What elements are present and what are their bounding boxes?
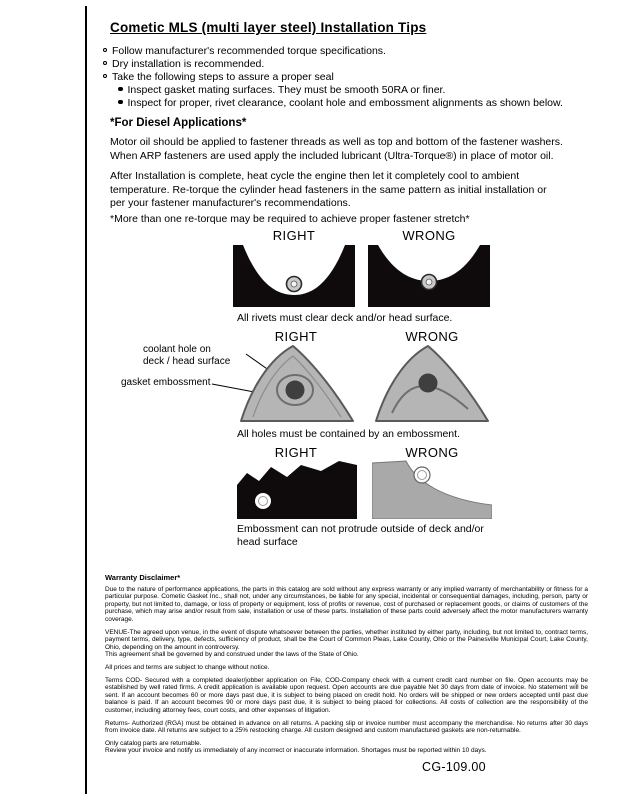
fig1-wrong-label: WRONG	[402, 228, 456, 243]
tip-item	[103, 58, 585, 71]
tip-text: Dry installation is recommended.	[112, 58, 265, 70]
fig3-wrong-diagram	[372, 459, 492, 519]
circle-bullet-icon	[103, 74, 107, 78]
page-code: CG-109.00	[422, 760, 486, 774]
disclaimer-venue: VENUE-The agreed upon venue, in the event of dispute whatsoever between the parties, whether instituted by either party, including, but not limited to, contract terms, payment terms, delivery, type, defects, sufficiency of product, shall be the Court of Common Pleas, Lake County, Ohio or the Painesville Municipal Court, Lake County, Ohio, depending on the amount in controversy.	[105, 628, 588, 651]
disclaimer-liability: Due to the nature of performance applications, the parts in this catalog are sold without any express warranty or any implied warranty of merchantability or fitness for a particular purpose. Cometic Gasket Inc., shall not, under any circumstances, be liable for any special, incidental or consequential damages, including, person, party or property, but not limited to, damage, or loss of property or equipment, loss of profits or revenue, cost of purchased or replacement goods, or claims of customers of the purchase, which may arise and/or result from sale, installation or use of these parts. Installation of these parts could adversely affect the motor manufacturers warranty coverage.	[105, 585, 588, 623]
fig2-wrong-label: WRONG	[405, 329, 459, 344]
tip-item	[103, 71, 585, 84]
dot-bullet-icon	[118, 87, 123, 92]
fig2-right-label: RIGHT	[274, 329, 318, 344]
coolant-hole-callout: coolant hole on deck / head surface	[143, 344, 231, 367]
embossment-protruding-icon	[372, 459, 492, 519]
diesel-paragraph-2: After Installation is complete, heat cycle the engine then let it completely cool to ambient temperature. Re-torque the cylinder head fasteners in the same pattern as initial installation or per your fastener manufacturer's recommendations.	[110, 170, 547, 209]
tip-item	[103, 45, 585, 58]
sub-tip-item	[118, 97, 585, 110]
hole-not-contained-icon	[372, 343, 492, 423]
warranty-disclaimer-section	[105, 574, 588, 760]
rivet-overlaps-deck-icon	[368, 245, 490, 307]
installation-tips-list	[103, 45, 585, 110]
page-title: Cometic MLS (multi layer steel) Installation Tips	[110, 20, 427, 35]
tip-text: Take the following steps to assure a proper seal	[112, 71, 334, 83]
fig1-wrong-diagram	[368, 245, 490, 307]
fig3-right-diagram	[237, 459, 357, 519]
fig3-right-label: RIGHT	[274, 445, 318, 460]
hole-contained-by-embossment-icon	[237, 343, 357, 423]
disclaimer-returns: Returns- Authorized (RGA) must be obtained in advance on all returns. A packing slip or invoice number must accompany the merchandise. No returns after 30 days from invoice date. All returns are subject to a 25% restocking charge. All custom designed and custom manufactured gaskets are non-returnable.	[105, 719, 588, 735]
fig2-wrong-diagram	[372, 343, 492, 423]
disclaimer-governing-law: This agreement shall be governed by and construed under the laws of the State of Ohio.	[105, 651, 359, 659]
disclaimer-prices: All prices and terms are subject to change without notice.	[105, 663, 270, 671]
gasket-embossment-callout: gasket embossment	[121, 377, 211, 388]
fig2-right-diagram	[237, 343, 357, 423]
diesel-applications-heading: *For Diesel Applications*	[110, 117, 247, 129]
sub-tip-text: Inspect gasket mating surfaces. They must be smooth 50RA or finer.	[127, 84, 446, 96]
disclaimer-terms: Terms COD- Secured with a completed dealer/jobber application on File, COD-Company check with a current credit card number on file. Open accounts may be established by well rated firms. A credit application is available upon request. Open accounts are due payable Net 30 days from date of invoice. No statement will be sent. If an account becomes 60 or more days past due, it is subject to being placed on credit hold. No orders will be shipped or new orders accepted until past due balance is paid. If an account becomes 90 or more days past due, it is subject to being placed for collections. All costs of collection are the responsibility of the customer, including attorney fees, court costs, and other expenses of litigation.	[105, 676, 588, 714]
fig1-right-diagram	[233, 245, 355, 307]
sub-tip-text: Inspect for proper, rivet clearance, coolant hole and embossment alignments as shown below.	[127, 97, 563, 109]
retorque-note: *More than one re-torque may be required to achieve proper fastener stretch*	[110, 213, 470, 225]
disclaimer-returnable: Only catalog parts are returnable.	[105, 739, 202, 747]
rivet-clears-deck-icon	[233, 245, 355, 307]
disclaimer-review: Review your invoice and notify us immediately of any incorrect or inaccurate information. Shortages must be reported within 10 days.	[105, 747, 487, 755]
fig1-caption: All rivets must clear deck and/or head surface.	[237, 312, 453, 324]
circle-bullet-icon	[103, 48, 107, 52]
tip-text: Follow manufacturer's recommended torque specifications.	[112, 45, 386, 57]
left-margin-rule	[85, 6, 87, 794]
embossment-inside-deck-icon	[237, 459, 357, 519]
sub-tip-item	[118, 84, 585, 97]
fig3-wrong-label: WRONG	[405, 445, 459, 460]
circle-bullet-icon	[103, 61, 107, 65]
fig2-caption: All holes must be contained by an embossment.	[237, 428, 460, 440]
fig3-caption: Embossment can not protrude outside of deck and/or head surface	[237, 523, 484, 548]
fig1-right-label: RIGHT	[272, 228, 316, 243]
diesel-paragraph-1: Motor oil should be applied to fastener threads as well as top and bottom of the fastener washers. When ARP fasteners are used apply the included lubricant (Ultra-Torque®) in place of motor oil.	[110, 136, 563, 162]
dot-bullet-icon	[118, 100, 123, 105]
warranty-disclaimer-heading: Warranty Disclaimer*	[105, 573, 181, 582]
